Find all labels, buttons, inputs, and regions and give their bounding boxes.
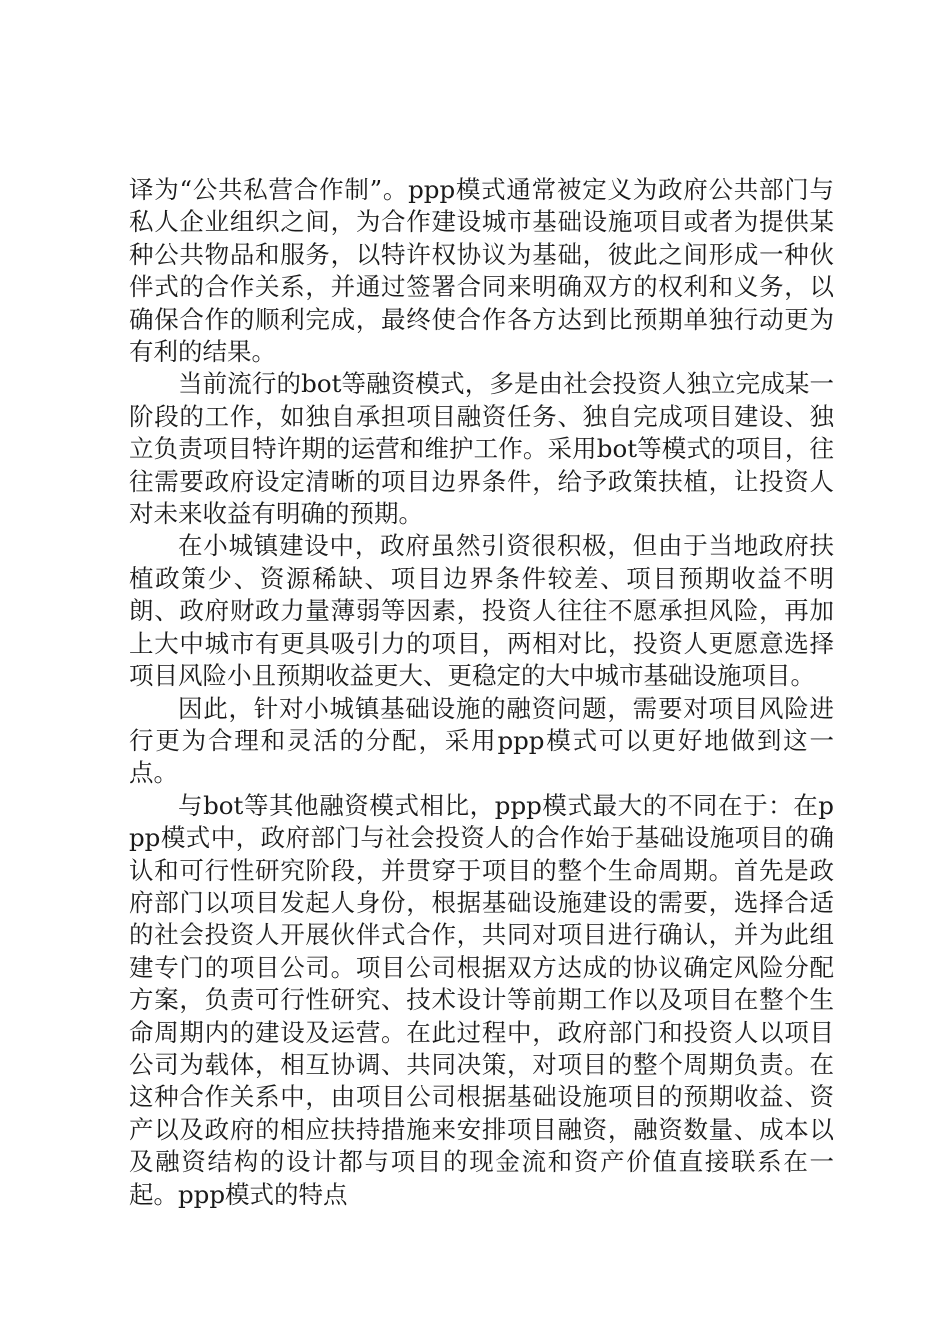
paragraph-3: 在小城镇建设中，政府虽然引资很积极，但由于当地政府扶植政策少、资源稀缺、项目边界条件较差、项目预期收益不明朗、政府财政力量薄弱等因素，投资人往往不愿承担风险，再加上大中城市有更具吸引力的项目，两相对比，投资人更愿意选择项目风险小且预期收益更大、更稳定的大中城市基础设施项目。	[129, 531, 834, 691]
body-text	[129, 174, 834, 1211]
paragraph-5: 与bot等其他融资模式相比，ppp模式最大的不同在于：在ppp模式中，政府部门与社会投资人的合作始于基础设施项目的确认和可行性研究阶段，并贯穿于项目的整个生命周期。首先是政府部门以项目发起人身份，根据基础设施建设的需要，选择合适的社会投资人开展伙伴式合作，共同对项目进行确认，并为此组建专门的项目公司。项目公司根据双方达成的协议确定风险分配方案，负责可行性研究、技术设计等前期工作以及项目在整个生命周期内的建设及运营。在此过程中，政府部门和投资人以项目公司为载体，相互协调、共同决策，对项目的整个周期负责。在这种合作关系中，由项目公司根据基础设施项目的预期收益、资产以及政府的相应扶持措施来安排项目融资，融资数量、成本以及融资结构的设计都与项目的现金流和资产价值直接联系在一起。ppp模式的特点	[129, 790, 834, 1209]
paragraph-4: 因此，针对小城镇基础设施的融资问题，需要对项目风险进行更为合理和灵活的分配，采用ppp模式可以更好地做到这一点。	[129, 693, 834, 788]
paragraph-1: 译为“公共私营合作制”。ppp模式通常被定义为政府公共部门与私人企业组织之间，为合作建设城市基础设施项目或者为提供某种公共物品和服务，以特许权协议为基础，彼此之间形成一种伙伴式的合作关系，并通过签署合同来明确双方的权利和义务，以确保合作的顺利完成，最终使合作各方达到比预期单独行动更为有利的结果。	[129, 175, 834, 367]
paragraph-2: 当前流行的bot等融资模式，多是由社会投资人独立完成某一阶段的工作，如独自承担项目融资任务、独自完成项目建设、独立负责项目特许期的运营和维护工作。采用bot等模式的项目，往往需要政府设定清晰的项目边界条件，给予政策扶植，让投资人对未来收益有明确的预期。	[129, 369, 834, 529]
